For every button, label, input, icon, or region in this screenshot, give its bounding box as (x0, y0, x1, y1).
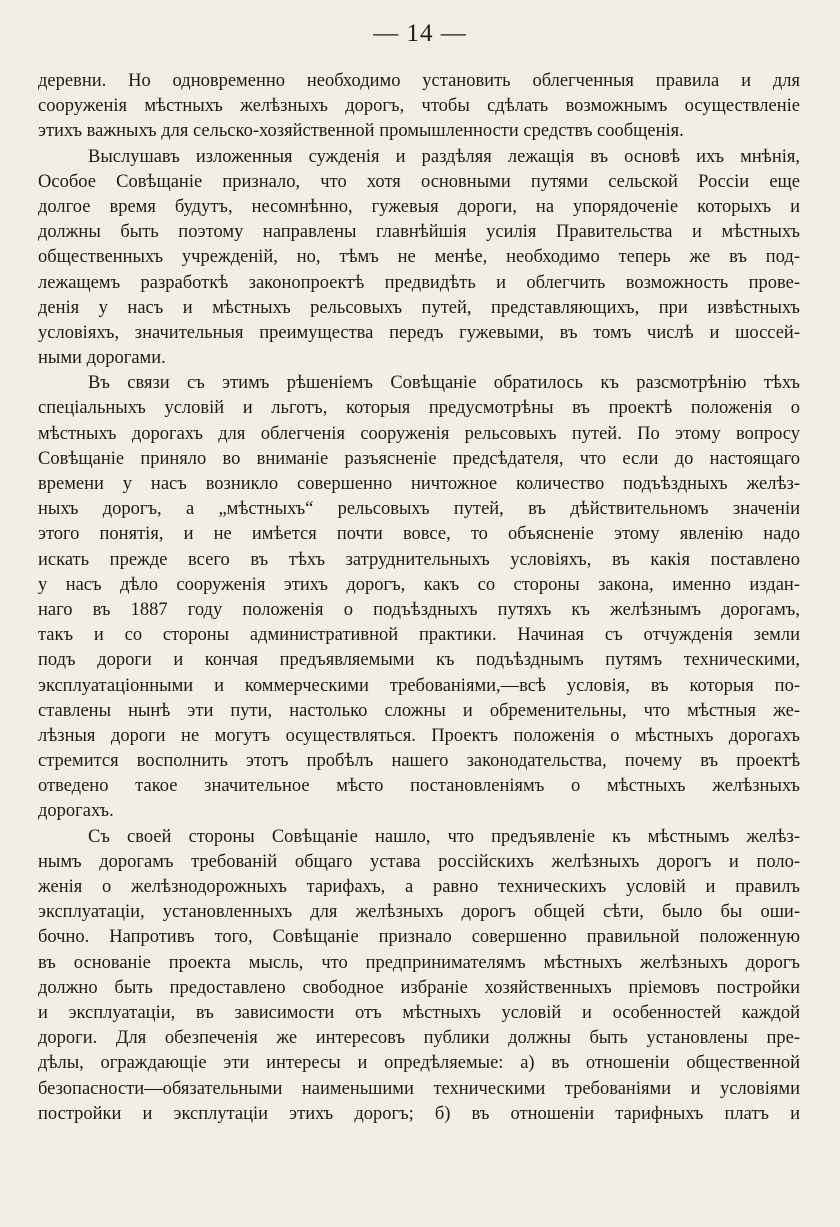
text-line: деревни. Но одновременно необходимо установить облегченныя правила и для (38, 71, 800, 91)
text-line: долгое время будутъ, несомнѣнно, гужевыя дороги, на упорядоченіе которыхъ и (38, 196, 800, 217)
text-line: ными дорогами. (38, 348, 166, 369)
text-line: безопасности—обязательными наименьшими техническими требованіями и условіями (38, 1078, 800, 1099)
text-line: должны быть поэтому направлены главнѣйшія усилія Правительства и мѣстныхъ (38, 222, 800, 243)
text-line: денія у насъ и мѣстныхъ рельсовыхъ путей, представляющихъ, при извѣстныхъ (38, 297, 800, 318)
text-line: сооруженія мѣстныхъ желѣзныхъ дорогъ, чтобы сдѣлать возможнымъ осуществленіе (38, 96, 800, 117)
text-line: лѣзныя дороги не могутъ осуществляться. Проектъ положенія о мѣстныхъ дорогахъ (38, 725, 800, 746)
text-line: эксплуатаціонными и коммерческими требованіями,—всѣ условія, въ которыя по- (38, 675, 800, 696)
text-line: подъ дороги и кончая предъявляемыми къ подъѣзднымъ путямъ техническими, (38, 650, 800, 671)
text-line: и эксплуатаціи, въ зависимости отъ мѣстныхъ условій и особенностей каждой (38, 1002, 800, 1023)
text-line: эксплуатаціи, установленныхъ для желѣзныхъ дорогъ общей сѣти, было бы оши- (38, 902, 800, 923)
text-line: Съ своей стороны Совѣщаніе нашло, что предъявленіе къ мѣстнымъ желѣз- (88, 826, 800, 847)
text-line: отведено такое значительное мѣсто постановленіямъ о мѣстныхъ желѣзныхъ (38, 776, 800, 797)
text-line: дороги. Для обезпеченія же интересовъ публики должны быть установлены пре- (38, 1028, 800, 1049)
text-line: ставлены нынѣ эти пути, настолько сложны и обременительны, что мѣстныя же- (38, 700, 800, 721)
text-line: этихъ важныхъ для сельско-хозяйственной промышленности средствъ сообщенія. (38, 121, 684, 142)
text-line: Въ связи съ этимъ рѣшеніемъ Совѣщаніе обратилось къ разсмотрѣнію тѣхъ (88, 373, 800, 394)
text-line: нымъ дорогамъ требованій общаго устава россійскихъ желѣзныхъ дорогъ и поло- (38, 851, 800, 872)
text-line: бочно. Напротивъ того, Совѣщаніе признало совершенно правильной положенную (38, 927, 800, 948)
text-line: у насъ дѣло сооруженія этихъ дорогъ, какъ со стороны закона, именно издан- (38, 574, 800, 595)
text-line: условіяхъ, значительныя преимущества передъ гужевыми, въ томъ числѣ и шоссей- (38, 322, 800, 343)
page-number: — 14 — (373, 20, 467, 47)
text-line: мѣстныхъ дорогахъ для облегченія сооруженія рельсовыхъ путей. По этому вопросу (38, 423, 800, 444)
text-line: искать прежде всего въ тѣхъ затруднительныхъ условіяхъ, въ какія поставлено (38, 549, 800, 570)
text-line: постройки и эксплутаціи этихъ дорогъ; б) въ отношеніи тарифныхъ платъ и (38, 1103, 800, 1124)
text-line: женія о желѣзнодорожныхъ тарифахъ, а равно техническихъ условій и правилъ (38, 877, 800, 897)
text-line: стремится восполнить этотъ пробѣлъ нашего законодательства, почему въ проектѣ (38, 751, 800, 772)
text-line: Совѣщаніе приняло во вниманіе разъясненіе предсѣдателя, что если до настоящаго (38, 448, 800, 469)
text-line: такъ и со стороны административной практики. Начиная съ отчужденія земли (38, 625, 800, 646)
text-line: этого понятія, и не имѣется почти вовсе, то объясненіе этому явленію надо (38, 524, 800, 545)
text-line: дѣлы, ограждающіе эти интересы и опредѣляемые: а) въ отношеніи общественной (38, 1053, 800, 1074)
text-line: дорогахъ. (38, 801, 114, 822)
text-line: въ основаніе проекта мысль, что предпринимателямъ мѣстныхъ желѣзныхъ дорогъ (38, 952, 800, 973)
body-text (38, 69, 800, 1127)
text-line: ныхъ дорогъ, а „мѣстныхъ“ рельсовыхъ путей, въ дѣйствительномъ значеніи (38, 499, 800, 520)
text-line: времени у насъ возникло совершенно ничтожное количество подъѣздныхъ желѣз- (38, 474, 800, 494)
text-line: Выслушавъ изложенныя сужденія и раздѣляя лежащія въ основѣ ихъ мнѣнія, (88, 146, 800, 167)
text-line: Особое Совѣщаніе признало, что хотя основными путями сельской Россіи еще (38, 171, 800, 192)
text-line: наго въ 1887 году положенія о подъѣздныхъ путяхъ къ желѣзнымъ дорогамъ, (38, 599, 800, 620)
text-line: спеціальныхъ условій и льготъ, которыя предусмотрѣны въ проектѣ положенія о (38, 398, 800, 419)
text-line: лежащемъ разработкѣ законопроектѣ предвидѣть и облегчить возможность прове- (38, 272, 800, 293)
text-line: общественныхъ учрежденій, но, тѣмъ не менѣе, необходимо теперь же въ под- (38, 247, 800, 268)
text-line: должно быть предоставлено свободное избраніе хозяйственныхъ пріемовъ постройки (38, 977, 800, 998)
